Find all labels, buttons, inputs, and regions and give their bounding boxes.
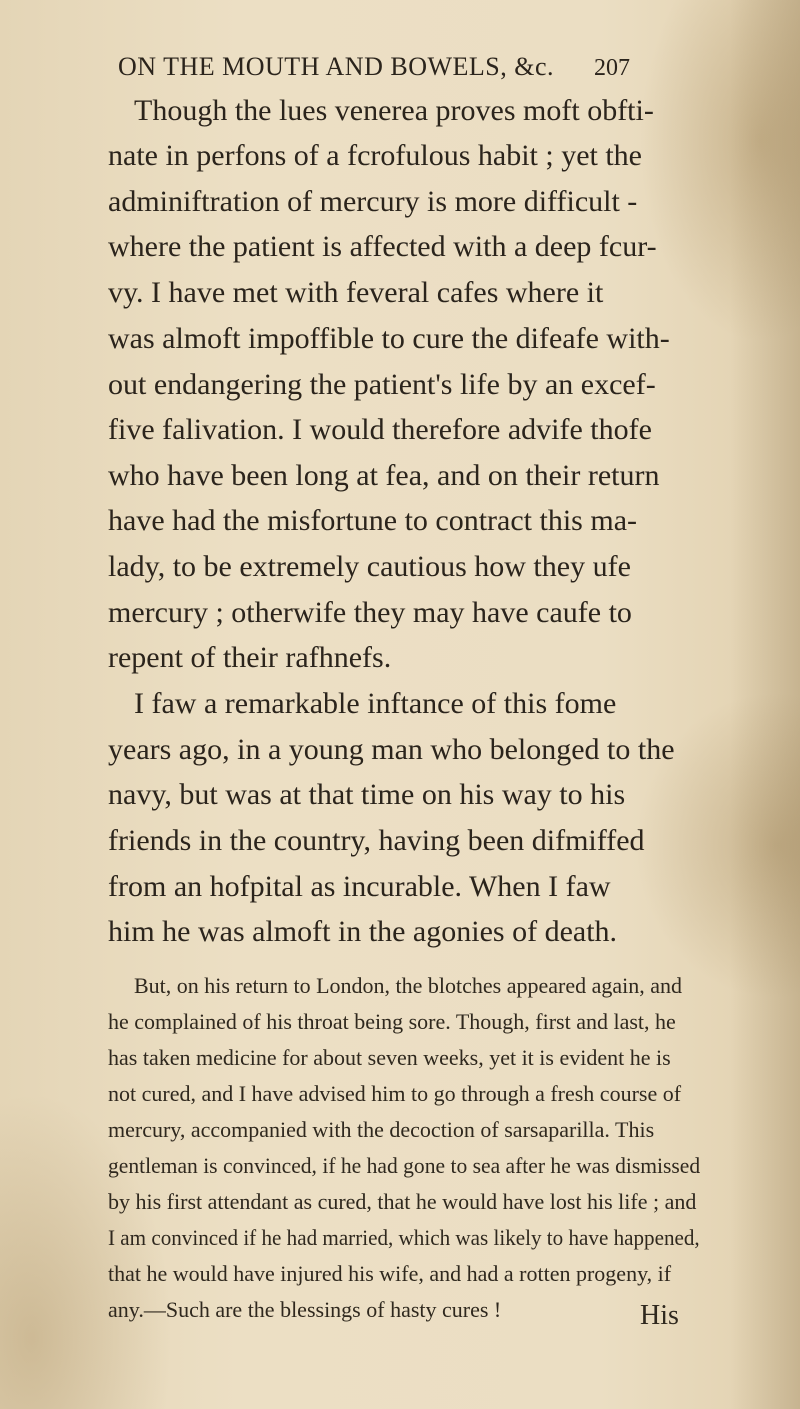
text-line: navy, but was at that time on his way to his <box>108 778 626 811</box>
catchword: His <box>640 1300 679 1331</box>
page-edge-stain <box>730 0 800 1409</box>
note-line: I am convinced if he had married, which was likely to have happened, <box>108 1225 700 1250</box>
page-header <box>118 52 718 82</box>
text-line: him he was almoft in the agonies of death. <box>108 915 618 948</box>
note-line: But, on his return to London, the blotches appeared again, and <box>134 973 683 998</box>
note-line: gentleman is convinced, if he had gone to sea after he was dismissed <box>108 1153 701 1178</box>
note-line: by his first attendant as cured, that he would have lost his life ; and <box>108 1189 697 1214</box>
page-number: 207 <box>594 55 630 81</box>
text-line: years ago, in a young man who belonged to the <box>108 733 675 766</box>
text-line: repent of their rafhnefs. <box>108 641 392 674</box>
text-line: have had the misfortune to contract this ma- <box>108 504 637 537</box>
text-line: I faw a remarkable inftance of this fome <box>134 687 617 720</box>
text-line: who have been long at fea, and on their return <box>108 459 660 492</box>
text-line: mercury ; otherwife they may have caufe to <box>108 596 632 629</box>
text-line: five falivation. I would therefore advife thofe <box>108 413 652 446</box>
note-line: has taken medicine for about seven weeks, yet it is evident he is <box>108 1045 671 1070</box>
text-line: out endangering the patient's life by an excef- <box>108 368 656 401</box>
note-line: not cured, and I have advised him to go through a fresh course of <box>108 1081 682 1106</box>
text-line: nate in perfons of a fcrofulous habit ; yet the <box>108 139 642 172</box>
note-line: he complained of his throat being sore. Though, first and last, he <box>108 1009 676 1034</box>
text-line: from an hofpital as incurable. When I faw <box>108 870 611 903</box>
text-line: lady, to be extremely cautious how they ufe <box>108 550 631 583</box>
running-head: ON THE MOUTH AND BOWELS, &c. <box>118 52 554 81</box>
text-line: was almoft impoffible to cure the difeafe with- <box>108 322 670 355</box>
text-line: adminiftration of mercury is more difficult - <box>108 185 638 218</box>
note-line: any.—Such are the blessings of hasty cures ! <box>108 1297 502 1322</box>
text-line: Though the lues venerea proves moft obfti- <box>134 94 654 127</box>
text-line: where the patient is affected with a deep fcur- <box>108 230 657 263</box>
note-line: mercury, accompanied with the decoction of sarsaparilla. This <box>108 1117 655 1142</box>
note-line: that he would have injured his wife, and had a rotten progeny, if <box>108 1261 672 1286</box>
text-line: friends in the country, having been difmiffed <box>108 824 645 857</box>
text-line: vy. I have met with feveral cafes where it <box>108 276 604 309</box>
